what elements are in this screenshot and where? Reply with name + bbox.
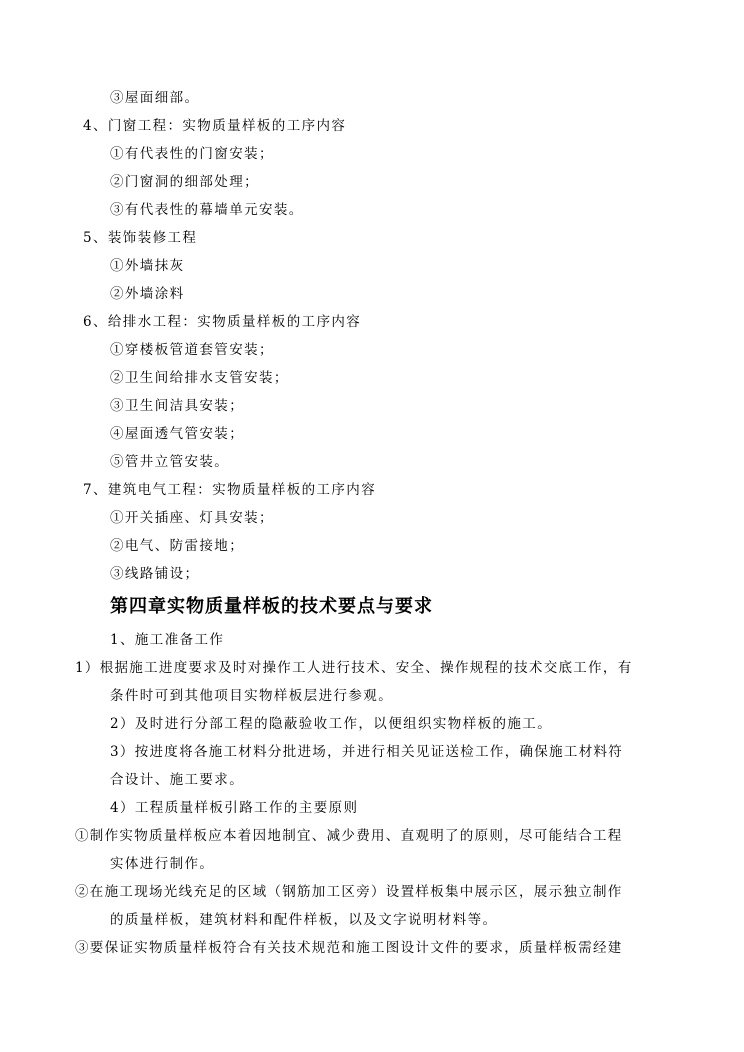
paragraph-line: ①制作实物质量样板应本着因地制宜、减少费用、直观明了的原则，尽可能结合工程 — [75, 828, 623, 844]
list-item: ②卫生间给排水支管安装； — [110, 370, 289, 386]
list-item: ③屋面细部。 — [110, 90, 200, 106]
subsection-title: 1、施工准备工作 — [110, 632, 225, 648]
paragraph-line: 4）工程质量样板引路工作的主要原则 — [110, 800, 359, 816]
section-title: 6、给排水工程：实物质量样板的工序内容 — [83, 314, 362, 330]
paragraph-line: 1）根据施工进度要求及时对操作工人进行技术、安全、操作规程的技术交底工作，有 — [75, 660, 633, 676]
list-item: ③有代表性的幕墙单元安装。 — [110, 202, 304, 218]
section-title: 7、建筑电气工程：实物质量样板的工序内容 — [83, 482, 377, 498]
list-item: ①外墙抹灰 — [110, 258, 185, 274]
list-item: ③卫生间洁具安装； — [110, 398, 245, 414]
list-item: ⑤管井立管安装。 — [110, 454, 230, 470]
paragraph-line: ③要保证实物质量样板符合有关技术规范和施工图设计文件的要求，质量样板需经建 — [75, 940, 623, 956]
list-item: ②门窗洞的细部处理； — [110, 174, 259, 190]
list-item: ③线路铺设； — [110, 566, 200, 582]
paragraph-line: 条件时可到其他项目实物样板层进行参观。 — [110, 688, 394, 704]
list-item: ②外墙涂料 — [110, 286, 185, 302]
paragraph-line: 2）及时进行分部工程的隐蔽验收工作，以便组织实物样板的施工。 — [110, 716, 553, 732]
paragraph-line: 实体进行制作。 — [110, 856, 215, 872]
list-item: ②电气、防雷接地； — [110, 538, 245, 554]
list-item: ①穿楼板管道套管安装； — [110, 342, 274, 358]
chapter-heading: 第四章实物质量样板的技术要点与要求 — [110, 596, 433, 617]
list-item: ④屋面透气管安装； — [110, 426, 245, 442]
list-item: ①有代表性的门窗安装； — [110, 146, 274, 162]
section-title: 4、门窗工程：实物质量样板的工序内容 — [83, 118, 347, 134]
paragraph-line: 的质量样板，建筑材料和配件样板，以及文字说明材料等。 — [110, 912, 498, 928]
paragraph-line: 合设计、施工要求。 — [110, 772, 245, 788]
list-item: ①开关插座、灯具安装； — [110, 510, 274, 526]
section-title: 5、装饰装修工程 — [83, 230, 198, 246]
paragraph-line: 3）按进度将各施工材料分批进场，并进行相关见证送检工作，确保施工材料符 — [110, 744, 624, 760]
paragraph-line: ②在施工现场光线充足的区域（钢筋加工区旁）设置样板集中展示区，展示独立制作 — [75, 884, 623, 900]
